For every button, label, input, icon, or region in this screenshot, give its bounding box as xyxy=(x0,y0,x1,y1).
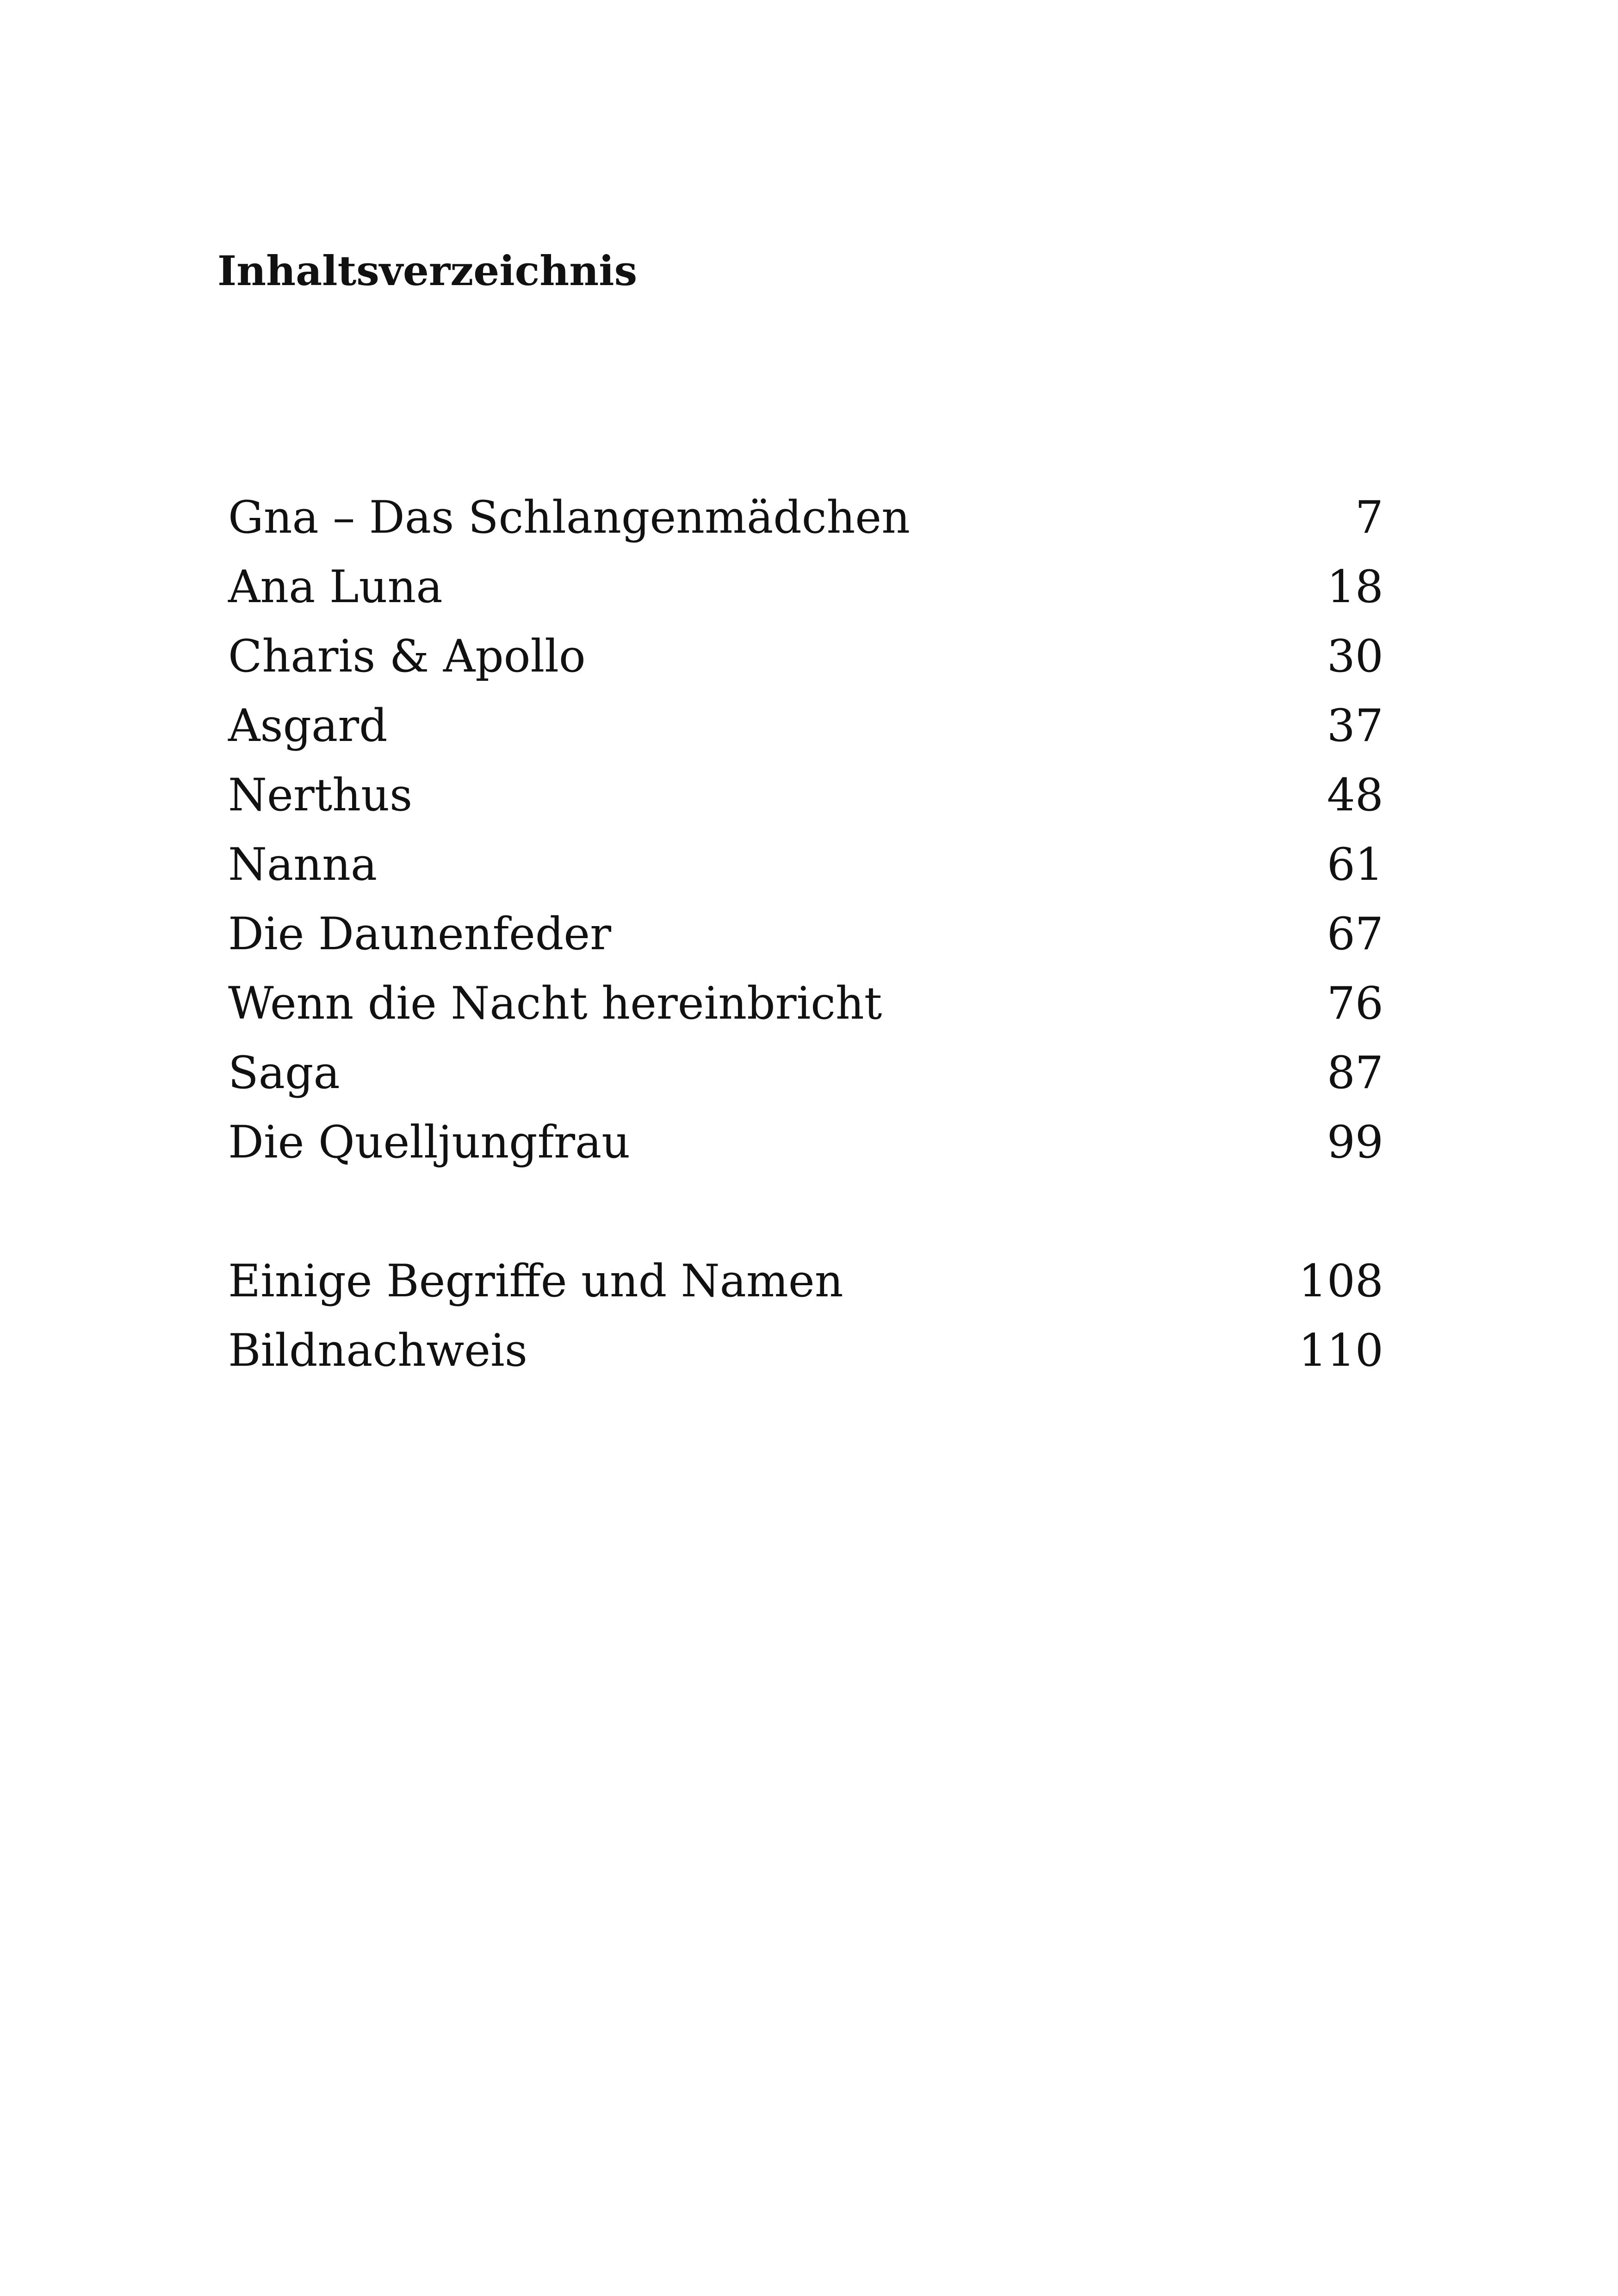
toc-entry-title: Einige Begriffe und Namen xyxy=(228,1255,843,1307)
toc-entry-title: Bildnachweis xyxy=(228,1325,528,1376)
toc-entry xyxy=(228,969,1383,1038)
toc-entry-page: 7 xyxy=(1355,492,1383,543)
toc-entry-title: Nanna xyxy=(228,839,378,890)
toc-entry xyxy=(228,622,1383,691)
toc-entry-title: Ana Luna xyxy=(228,561,443,613)
toc-entry-title: Charis & Apollo xyxy=(228,630,586,682)
toc-entry-title: Gna – Das Schlangenmädchen xyxy=(228,492,910,543)
toc-entry-title: Die Quelljungfrau xyxy=(228,1116,631,1168)
toc-entry-title: Asgard xyxy=(228,700,388,752)
page-title: Inhaltsverzeichnis xyxy=(217,247,638,295)
toc-entry-page: 67 xyxy=(1327,908,1383,960)
toc-entry-page: 37 xyxy=(1327,700,1383,752)
toc-entry xyxy=(228,1108,1383,1177)
toc-entry-page: 48 xyxy=(1327,769,1383,821)
toc-entry xyxy=(228,552,1383,622)
toc-entry-page: 108 xyxy=(1298,1255,1383,1307)
toc-entry-title: Die Daunenfeder xyxy=(228,908,611,960)
toc-entry xyxy=(228,760,1383,830)
toc-entry-title: Saga xyxy=(228,1047,340,1099)
toc-entry-title: Nerthus xyxy=(228,769,413,821)
toc-list xyxy=(228,483,1383,1177)
toc-entry xyxy=(228,899,1383,969)
toc-entry-page: 18 xyxy=(1327,561,1383,613)
toc-entry-page: 110 xyxy=(1298,1325,1383,1376)
toc-entry-page: 87 xyxy=(1327,1047,1383,1099)
toc-entry xyxy=(228,691,1383,760)
toc-entry-page: 76 xyxy=(1327,977,1383,1029)
toc-appendix-list xyxy=(228,1246,1383,1385)
toc-entry xyxy=(228,1316,1383,1385)
toc-entry xyxy=(228,1246,1383,1316)
toc-entry-page: 30 xyxy=(1327,630,1383,682)
toc-entry xyxy=(228,1038,1383,1108)
toc-entry-page: 99 xyxy=(1327,1116,1383,1168)
toc-entry xyxy=(228,483,1383,552)
toc-entry-page: 61 xyxy=(1327,839,1383,890)
toc-entry-title: Wenn die Nacht hereinbricht xyxy=(228,977,882,1029)
toc-entry xyxy=(228,830,1383,899)
